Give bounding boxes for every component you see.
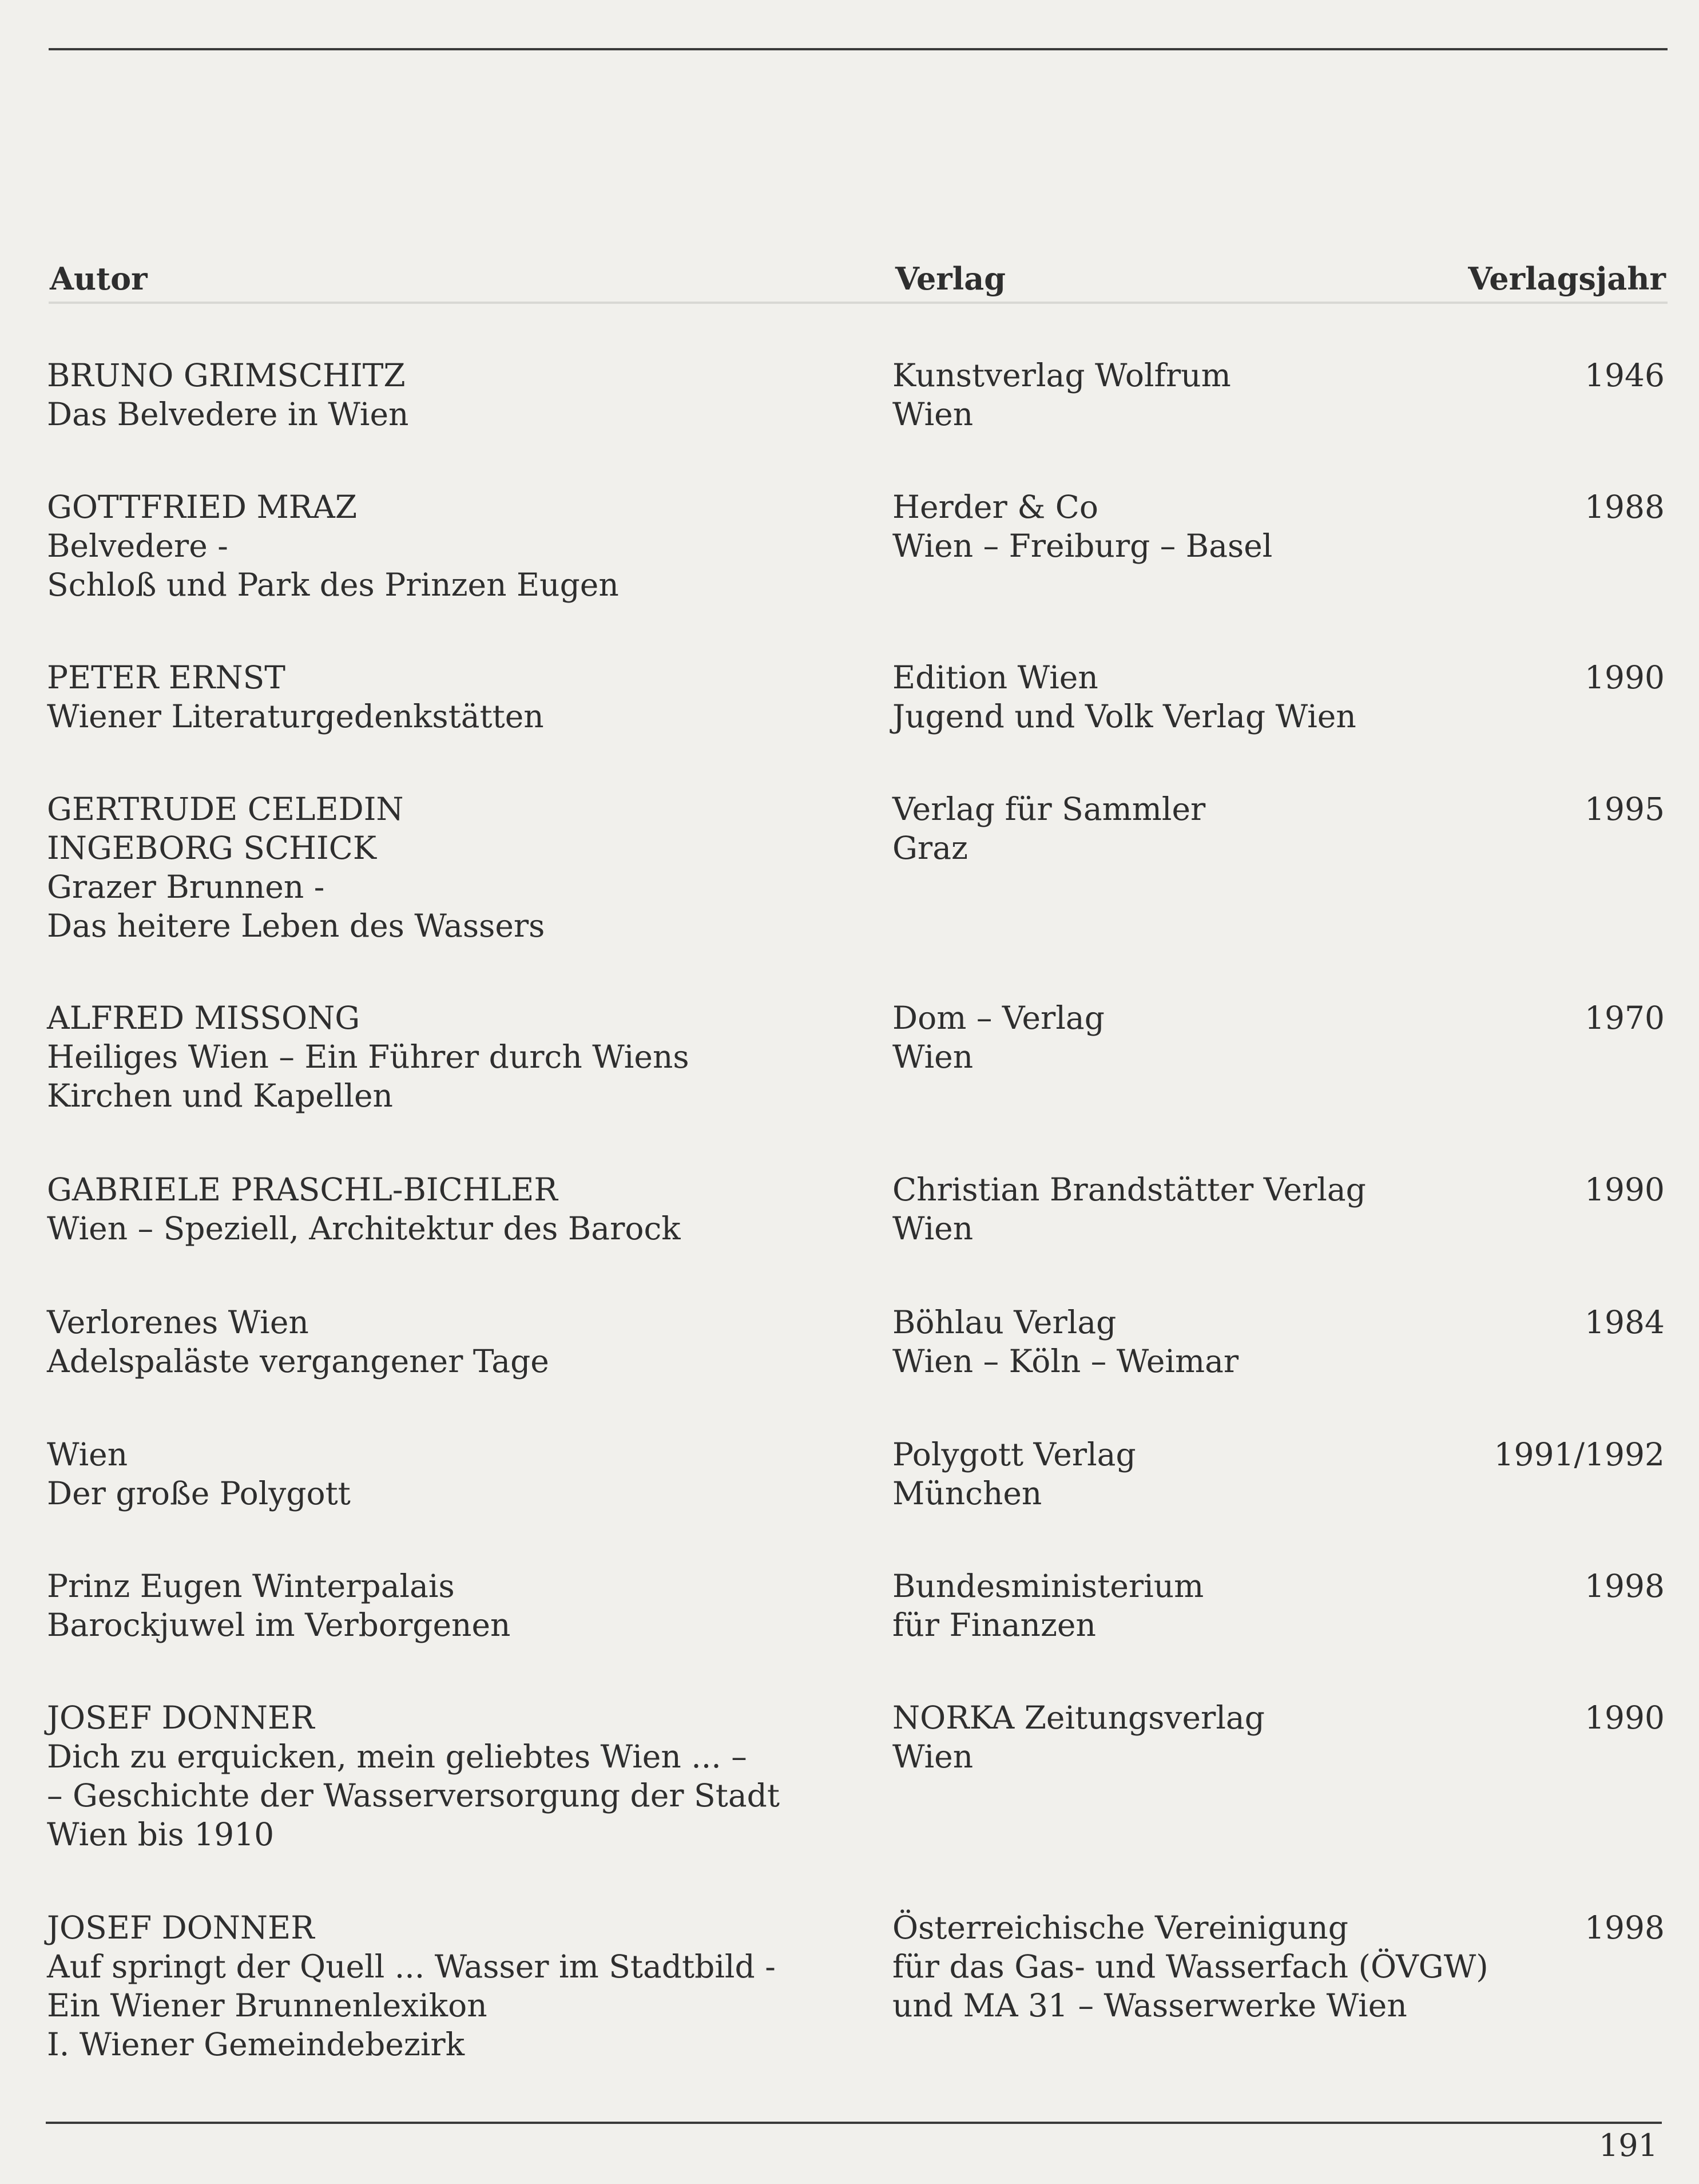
entry-publisher bbox=[892, 1698, 1522, 1776]
author-line: Grazer Brunnen - bbox=[47, 869, 325, 905]
header-author: Autor bbox=[50, 260, 148, 297]
author-line: Heiliges Wien – Ein Führer durch Wiens bbox=[47, 1039, 689, 1075]
entry-publisher bbox=[892, 658, 1522, 736]
entry-year: 1998 bbox=[1585, 1568, 1665, 1604]
publisher-line: NORKA Zeitungsverlag bbox=[892, 1699, 1265, 1736]
publisher-line: Böhlau Verlag bbox=[892, 1304, 1117, 1341]
author-line: ALFRED MISSONG bbox=[47, 1000, 360, 1036]
entry-author bbox=[47, 1170, 859, 1248]
author-line: Prinz Eugen Winterpalais bbox=[47, 1568, 455, 1604]
entry-publisher bbox=[892, 998, 1522, 1076]
entry-author bbox=[47, 1567, 859, 1644]
publisher-line: Wien bbox=[892, 396, 974, 433]
publisher-line: Edition Wien bbox=[892, 659, 1098, 696]
entry-year: 1946 bbox=[1585, 357, 1665, 394]
author-line: Wien bis 1910 bbox=[47, 1816, 275, 1853]
entry-year: 1991/1992 bbox=[1494, 1436, 1665, 1473]
publisher-line: Christian Brandstätter Verlag bbox=[892, 1171, 1366, 1208]
author-line: INGEBORG SCHICK bbox=[47, 830, 376, 866]
entry-year: 1984 bbox=[1585, 1304, 1665, 1341]
entry-publisher bbox=[892, 1435, 1522, 1513]
author-line: JOSEF DONNER bbox=[47, 1699, 315, 1736]
publisher-line: Graz bbox=[892, 830, 968, 866]
author-line: Adelspaläste vergangener Tage bbox=[47, 1343, 549, 1380]
entry-year: 1988 bbox=[1585, 489, 1665, 525]
author-line: GABRIELE PRASCHL-BICHLER bbox=[47, 1171, 558, 1208]
publisher-line: Wien bbox=[892, 1210, 974, 1247]
top-rule bbox=[49, 48, 1668, 50]
entry-publisher bbox=[892, 487, 1522, 565]
entry-year: 1990 bbox=[1585, 1699, 1665, 1736]
author-line: Wien – Speziell, Architektur des Barock bbox=[47, 1210, 681, 1247]
entry-year: 1970 bbox=[1585, 1000, 1665, 1036]
author-line: Auf springt der Quell ... Wasser im Stadtbild - bbox=[47, 1948, 776, 1985]
author-line: – Geschichte der Wasserversorgung der Stadt bbox=[47, 1777, 780, 1814]
publisher-line: München bbox=[892, 1475, 1042, 1512]
author-line: Wien bbox=[47, 1436, 128, 1473]
entry-author bbox=[47, 998, 859, 1115]
publisher-line: Österreichische Vereinigung bbox=[892, 1909, 1348, 1946]
author-line: GOTTFRIED MRAZ bbox=[47, 489, 358, 525]
entry-year: 1995 bbox=[1585, 791, 1665, 827]
header-publisher: Verlag bbox=[895, 260, 1006, 297]
table-header bbox=[0, 260, 1699, 300]
entry-year: 1998 bbox=[1585, 1909, 1665, 1946]
entry-author bbox=[47, 1303, 859, 1381]
publisher-line: und MA 31 – Wasserwerke Wien bbox=[892, 1987, 1407, 2024]
publisher-line: Jugend und Volk Verlag Wien bbox=[892, 698, 1356, 735]
entry-author bbox=[47, 1435, 859, 1513]
entry-year: 1990 bbox=[1585, 1171, 1665, 1208]
publisher-line: Herder & Co bbox=[892, 489, 1098, 525]
entry-publisher bbox=[892, 1908, 1522, 2025]
entry-author bbox=[47, 658, 859, 736]
author-line: PETER ERNST bbox=[47, 659, 285, 696]
publisher-line: Dom – Verlag bbox=[892, 1000, 1105, 1036]
entry-publisher bbox=[892, 1170, 1522, 1248]
header-year: Verlagsjahr bbox=[1468, 260, 1666, 297]
entry-author bbox=[47, 1908, 859, 2064]
publisher-line: Polygott Verlag bbox=[892, 1436, 1136, 1473]
publisher-line: Bundesministerium bbox=[892, 1568, 1204, 1604]
entry-year: 1990 bbox=[1585, 659, 1665, 696]
page-number: 191 bbox=[1598, 2127, 1658, 2163]
author-line: Das heitere Leben des Wassers bbox=[47, 907, 545, 944]
author-line: Barockjuwel im Verborgenen bbox=[47, 1607, 511, 1643]
author-line: JOSEF DONNER bbox=[47, 1909, 315, 1946]
entry-author bbox=[47, 356, 859, 434]
author-line: Verlorenes Wien bbox=[47, 1304, 309, 1341]
author-line: Ein Wiener Brunnenlexikon bbox=[47, 1987, 487, 2024]
author-line: Wiener Literaturgedenkstätten bbox=[47, 698, 544, 735]
publisher-line: Wien bbox=[892, 1738, 974, 1775]
publisher-line: Verlag für Sammler bbox=[892, 791, 1206, 827]
publisher-line: Wien – Freiburg – Basel bbox=[892, 528, 1273, 564]
entry-publisher bbox=[892, 356, 1522, 434]
entry-publisher bbox=[892, 790, 1522, 867]
author-line: Schloß und Park des Prinzen Eugen bbox=[47, 566, 619, 603]
entry-publisher bbox=[892, 1567, 1522, 1644]
entry-publisher bbox=[892, 1303, 1522, 1381]
author-line: Belvedere - bbox=[47, 528, 228, 564]
bottom-rule bbox=[46, 2122, 1662, 2124]
author-line: Das Belvedere in Wien bbox=[47, 396, 409, 433]
publisher-line: Kunstverlag Wolfrum bbox=[892, 357, 1231, 394]
author-line: I. Wiener Gemeindebezirk bbox=[47, 2026, 465, 2063]
author-line: Der große Polygott bbox=[47, 1475, 351, 1512]
publisher-line: Wien bbox=[892, 1039, 974, 1075]
author-line: Dich zu erquicken, mein geliebtes Wien ... – bbox=[47, 1738, 747, 1775]
publisher-line: für das Gas- und Wasserfach (ÖVGW) bbox=[892, 1948, 1488, 1985]
entry-author bbox=[47, 487, 859, 604]
author-line: BRUNO GRIMSCHITZ bbox=[47, 357, 406, 394]
author-line: GERTRUDE CELEDIN bbox=[47, 791, 404, 827]
publisher-line: für Finanzen bbox=[892, 1607, 1096, 1643]
author-line: Kirchen und Kapellen bbox=[47, 1077, 393, 1114]
entry-author bbox=[47, 790, 859, 945]
entry-author bbox=[47, 1698, 859, 1854]
header-rule bbox=[49, 302, 1668, 304]
publisher-line: Wien – Köln – Weimar bbox=[892, 1343, 1239, 1380]
